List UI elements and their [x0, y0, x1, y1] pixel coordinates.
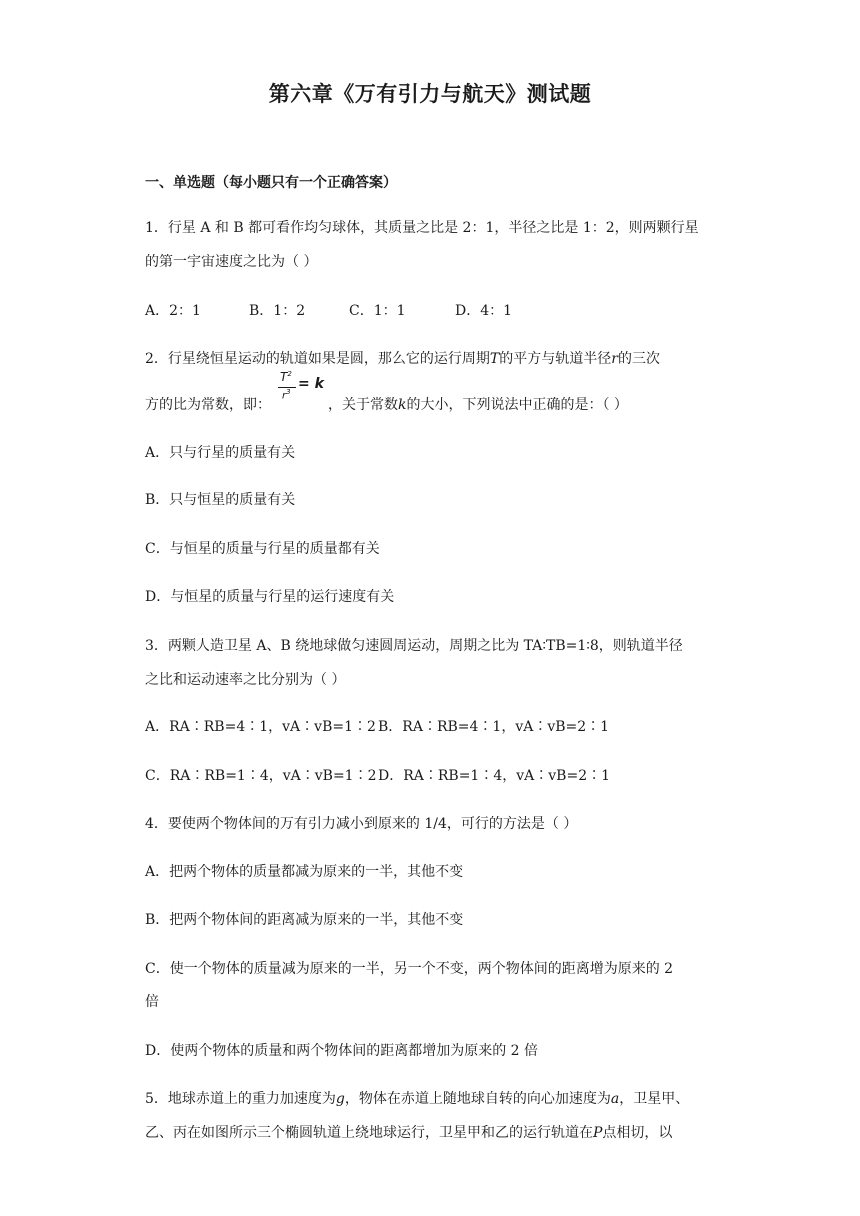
- q3-line-2: 之比和运动速率之比分别为（ ）: [145, 672, 346, 688]
- q1-options: [145, 300, 512, 320]
- q2-option-c: C．与恒星的质量与行星的质量都有关: [145, 541, 380, 557]
- q2-text-1a: 2．行星绕恒星运动的轨道如果是圆，那么它的运行周期: [145, 351, 490, 367]
- q5-line-1: [145, 1088, 689, 1108]
- q1-line-2: 的第一宇宙速度之比为（ ）: [145, 254, 318, 270]
- q5-text-1a: 5．地球赤道上的重力加速度为: [145, 1091, 336, 1107]
- q2-var-T: T: [489, 351, 500, 367]
- formula-numerator: $T^2$: [280, 370, 292, 384]
- q2-option-b: B．只与恒星的质量有关: [145, 492, 296, 508]
- q4-option-b: B．把两个物体间的距离减为原来的一半，其他不变: [145, 912, 464, 928]
- q5-line-2: [145, 1122, 672, 1142]
- q3-options-row-2: [145, 765, 610, 785]
- q2-text-1c: 的三次: [617, 351, 660, 367]
- section-heading: 一、单选题（每小题只有一个正确答案）: [145, 175, 397, 191]
- q3-options-row-1: [145, 716, 609, 736]
- q2-option-a: A．只与行星的质量有关: [145, 445, 296, 461]
- q1-option-a: A．2：1: [145, 303, 201, 319]
- q4-option-c-line-1: C．使一个物体的质量减为原来的一半，另一个不变，两个物体间的距离增为原来的 2: [145, 961, 674, 977]
- page-title: 第六章《万有引力与航天》测试题: [268, 81, 592, 106]
- q5-text-2b: 点相切，以: [602, 1125, 673, 1141]
- kepler-formula: [278, 370, 328, 416]
- q1-option-d: D．4：1: [455, 303, 513, 319]
- q3-option-d: D．RA∶RB=1∶4，vA∶vB=2∶1: [378, 768, 611, 784]
- q2-text-2b: ，关于常数: [328, 397, 398, 413]
- q2-text-1b: 的平方与轨道半径: [499, 351, 612, 367]
- q2-line-2-right: [328, 394, 628, 414]
- q5-var-P: P: [593, 1125, 603, 1141]
- q2-var-r: r: [611, 351, 618, 367]
- q3-option-b: B．RA∶RB=4∶1，vA∶vB=2∶1: [378, 719, 610, 735]
- q3-option-c: C．RA∶RB=1∶4，vA∶vB=1∶2: [145, 768, 377, 784]
- q5-var-a: a: [610, 1091, 620, 1107]
- q4-option-d: D．使两个物体的质量和两个物体间的距离都增加为原来的 2 倍: [145, 1043, 539, 1059]
- q2-text-2c: 的大小，下列说法中正确的是：（ ）: [406, 397, 628, 413]
- q2-line-1: [145, 348, 660, 368]
- formula-denominator: $r^3$: [282, 388, 291, 402]
- q3-line-1: 3．两颗人造卫星 A、B 绕地球做匀速圆周运动，周期之比为 TA∶TB=1∶8，则轨道半径: [145, 638, 683, 654]
- q4-option-a: A．把两个物体的质量都减为原来的一半，其他不变: [145, 864, 464, 880]
- q2-var-k: k: [398, 397, 407, 413]
- q4-line-1: 4．要使两个物体间的万有引力减小到原来的 1/4，可行的方法是（ ）: [145, 816, 578, 832]
- q1-option-b: B．1：2: [249, 303, 306, 319]
- q1-option-c: C．1：1: [349, 303, 406, 319]
- q4-option-c-line-2: 倍: [145, 994, 159, 1010]
- q1-line-1: 1．行星 A 和 B 都可看作均匀球体，其质量之比是 2：1，半径之比是 1：2，则两颗行星: [145, 220, 699, 236]
- q2-option-d: D．与恒星的质量与行星的运行速度有关: [145, 589, 395, 605]
- q3-option-a: A．RA∶RB=4∶1，vA∶vB=1∶2: [145, 719, 376, 735]
- q5-text-1c: ，卫星甲、: [619, 1091, 690, 1107]
- q5-text-1b: ，物体在赤道上随地球自转的向心加速度为: [344, 1091, 611, 1107]
- formula-rhs: = k: [298, 376, 324, 392]
- q5-var-g: g: [335, 1091, 345, 1107]
- q5-text-2a: 乙、丙在如图所示三个椭圆轨道上绕地球运行，卫星甲和乙的运行轨道在: [145, 1125, 593, 1141]
- q2-line-2-left: 方的比为常数，即：: [145, 397, 271, 413]
